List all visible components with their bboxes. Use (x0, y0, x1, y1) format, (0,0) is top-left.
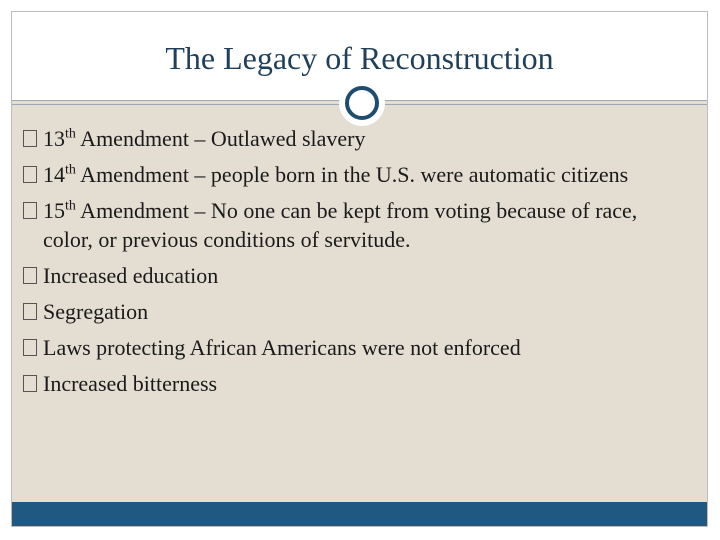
bullet-item: Increased education (23, 261, 683, 290)
bullet-item: Segregation (23, 297, 683, 326)
bullet-item: 13th Amendment – Outlawed slavery (23, 124, 683, 153)
box-bullet-icon (23, 339, 37, 356)
slide (11, 11, 708, 527)
box-bullet-icon (23, 303, 37, 320)
box-bullet-icon (23, 130, 37, 147)
bullet-item: 15th Amendment – No one can be kept from voting because of race, color, or previous conditions of servitude. (23, 196, 683, 254)
box-bullet-icon (23, 166, 37, 183)
box-bullet-icon (23, 375, 37, 392)
bullet-item: Laws protecting African Americans were not enforced (23, 333, 683, 362)
content-area (12, 101, 707, 502)
bullet-list (23, 124, 683, 405)
circle-icon (345, 86, 379, 120)
bullet-item: 14th Amendment – people born in the U.S. were automatic citizens (23, 160, 683, 189)
footer-bar (12, 502, 707, 526)
slide-title: The Legacy of Reconstruction (165, 40, 554, 76)
bullet-item: Increased bitterness (23, 369, 683, 398)
box-bullet-icon (23, 267, 37, 284)
box-bullet-icon (23, 202, 37, 219)
